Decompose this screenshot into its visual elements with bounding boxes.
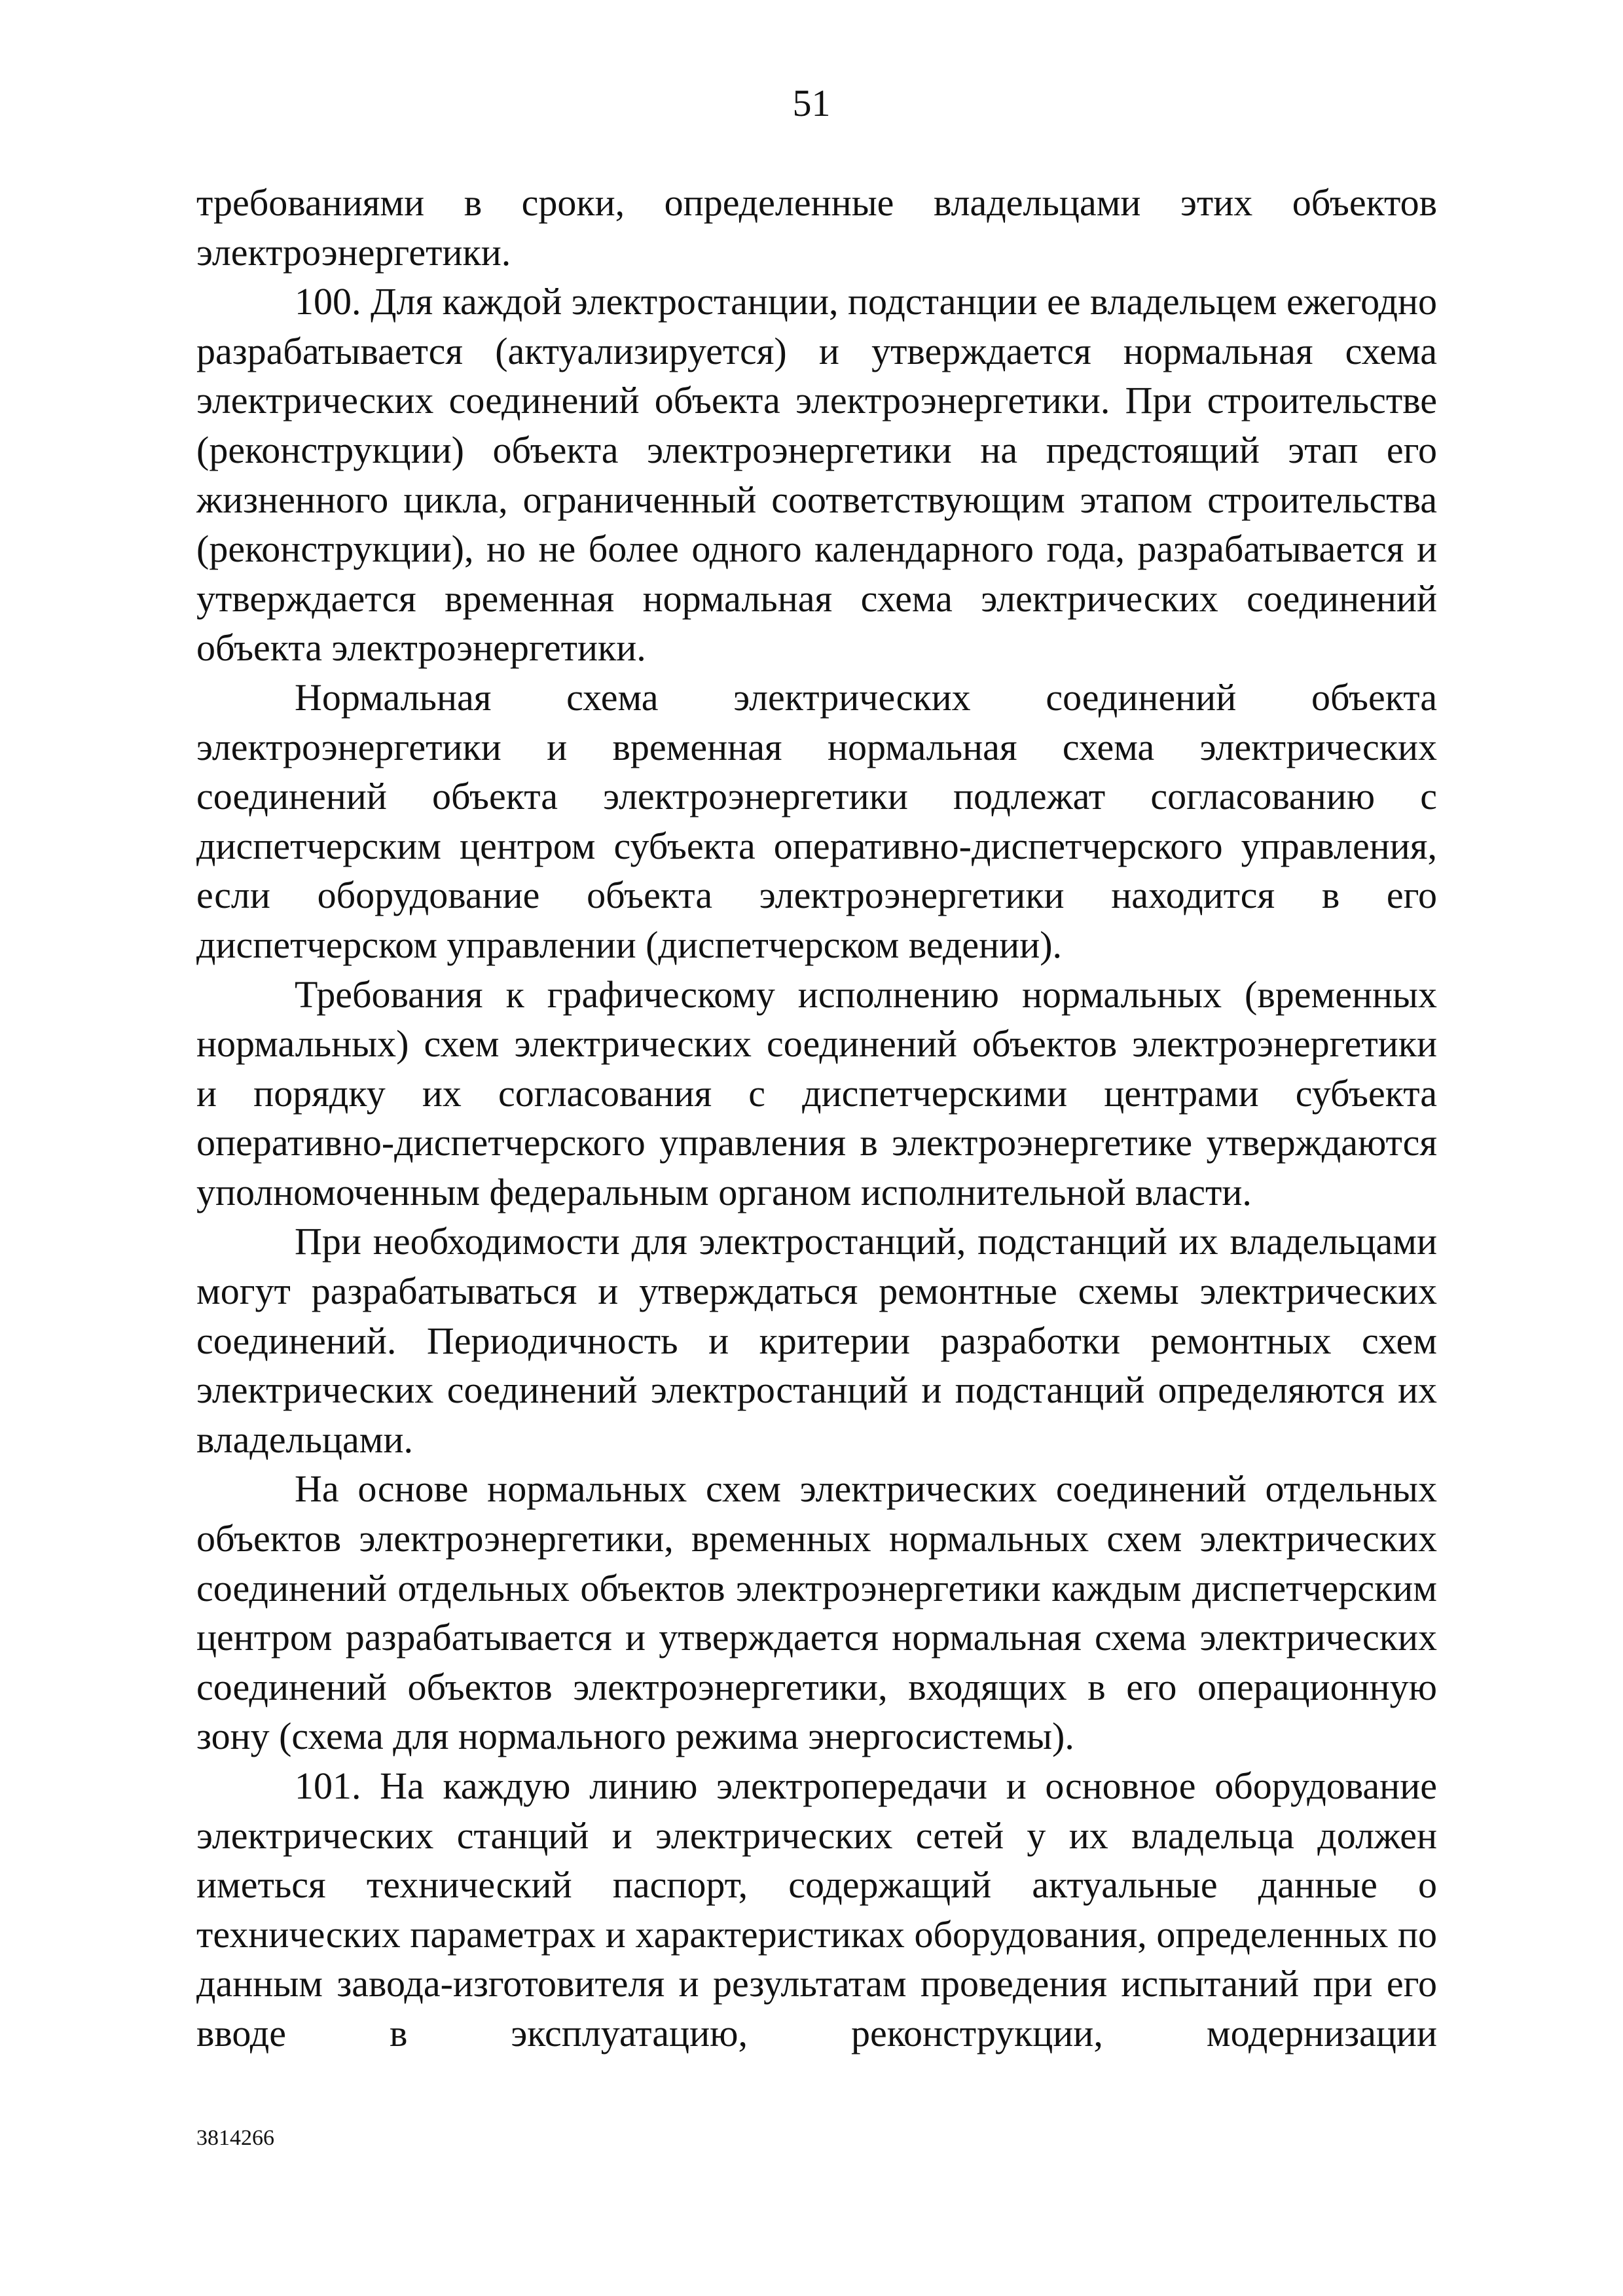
paragraph-repair-schemes: При необходимости для электростанций, подстанций их владельцами могут разрабатываться и утверждаться ремонтные схемы электрических соединений. Периодичность и критерии разработки ремонтных схем электрических соединений электростанций и подстанций определяются их владельцами. [196, 1220, 1437, 1461]
paragraph-continuation: требованиями в сроки, определенные владельцами этих объектов электроэнергетики. [196, 181, 1437, 274]
page-number: 51 [792, 82, 831, 124]
paragraph-normal-scheme-approval: Нормальная схема электрических соединений объекта электроэнергетики и временная нормальная схема электрических соединений объекта электроэнергетики подлежат согласованию с диспетчерским центром субъекта оперативно-диспетчерского управления, если оборудование объекта электроэнергетики находится в его диспетчерском управлении (диспетчерском ведении). [196, 675, 1437, 966]
paragraph-operational-zone-scheme: На основе нормальных схем электрических соединений отдельных объектов электроэнергетики, временных нормальных схем электрических соединений отдельных объектов электроэнергетики каждым диспетчерским центром разрабатывается и утверждается нормальная схема электрических соединений объектов электроэнергетики, входящих в его операционную зону (схема для нормального режима энергосистемы). [196, 1467, 1437, 1758]
document-body [196, 178, 1437, 2058]
paragraph-item-101: 101. На каждую линию электропередачи и основное оборудование электрических станций и электрических сетей у их владельца должен иметься технический паспорт, содержащий актуальные данные о технических параметрах и характеристиках оборудования, определенных по данным завода-изготовителя и результатам проведения испытаний при его вводе в эксплуатацию, реконструкции, модернизации [196, 1765, 1437, 2054]
document-code: 3814266 [196, 2126, 274, 2150]
paragraph-item-100: 100. Для каждой электростанции, подстанции ее владельцем ежегодно разрабатывается (актуализируется) и утверждается нормальная схема электрических соединений объекта электроэнергетики. При строительстве (реконструкции) объекта электроэнергетики на предстоящий этап его жизненного цикла, ограниченный соответствующим этапом строительства (реконструкции), но не более одного календарного года, разрабатывается и утверждается временная нормальная схема электрических соединений объекта электроэнергетики. [196, 280, 1438, 670]
paragraph-graphic-requirements: Требования к графическому исполнению нормальных (временных нормальных) схем электрических соединений объектов электроэнергетики и порядку их согласования с диспетчерскими центрами субъекта оперативно-диспетчерского управления в электроэнергетике утверждаются уполномоченным федеральным органом исполнительной власти. [196, 973, 1437, 1213]
